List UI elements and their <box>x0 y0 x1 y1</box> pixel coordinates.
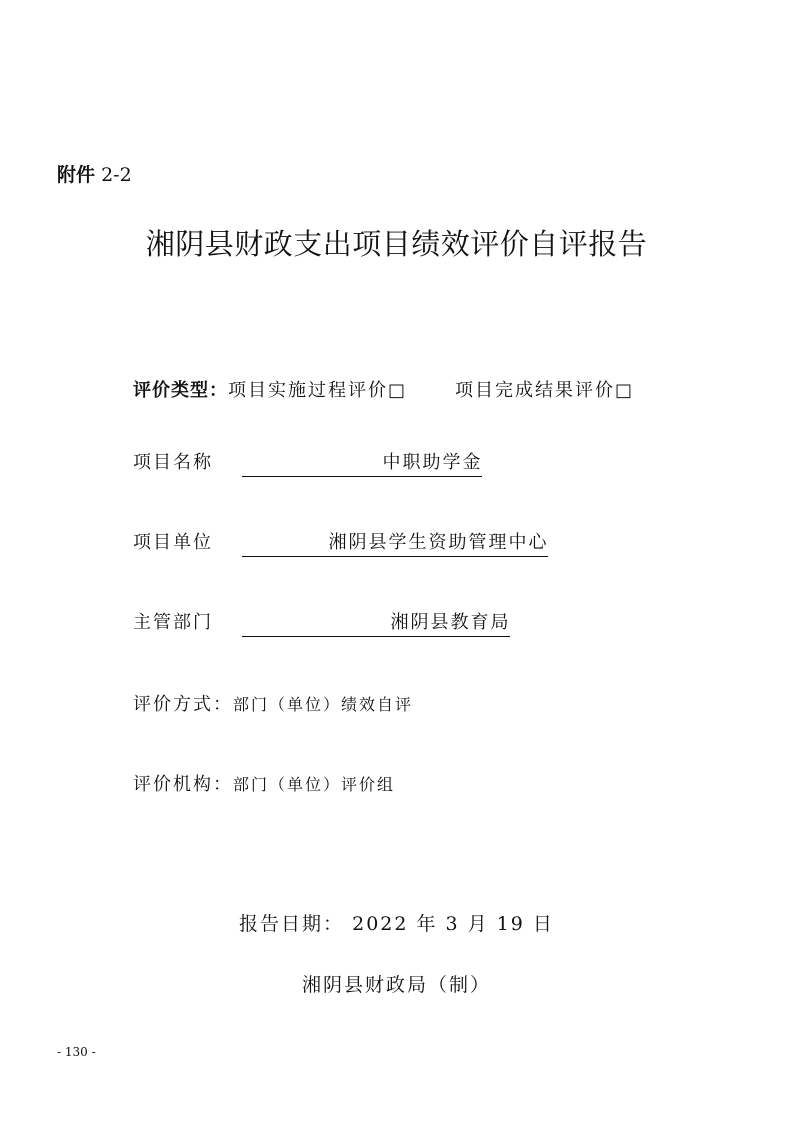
eval-type-label: 评价类型 <box>133 380 209 401</box>
eval-method-value: 部门（单位）绩效自评 <box>233 695 414 714</box>
supervisor-field <box>242 608 510 637</box>
project-name-value: 中职助学金 <box>382 452 483 473</box>
project-unit-field <box>242 528 548 557</box>
supervisor-label: 主管部门 <box>133 612 213 633</box>
eval-type-row <box>133 376 634 402</box>
attachment-label <box>57 160 132 187</box>
eval-org-label: 评价机构： <box>133 774 233 795</box>
eval-method-label: 评价方式： <box>133 694 233 715</box>
supervisor-row <box>133 608 510 637</box>
eval-method-row <box>133 690 413 716</box>
issuer-line: 湘阴县财政局（制） <box>301 974 491 996</box>
project-unit-row <box>133 528 548 557</box>
project-unit-value: 湘阴县学生资助管理中心 <box>328 532 549 553</box>
page-number: - 130 - <box>57 1045 96 1059</box>
eval-type-option-process[interactable]: 项目实施过程评价□ <box>228 380 408 401</box>
eval-type-option-result[interactable]: 项目完成结果评价□ <box>455 380 635 401</box>
eval-org-value: 部门（单位）评价组 <box>233 775 396 794</box>
eval-type-colon: ： <box>209 380 228 401</box>
report-date-label: 报告日期： <box>239 913 345 935</box>
eval-org-row <box>133 770 395 796</box>
project-name-row <box>133 448 482 477</box>
project-unit-label: 项目单位 <box>133 532 213 553</box>
document-title: 湘阴县财政支出项目绩效评价自评报告 <box>145 227 648 261</box>
report-date-row <box>0 909 793 936</box>
project-name-field <box>242 448 482 477</box>
attachment-number: 2-2 <box>101 164 132 186</box>
attachment-prefix: 附件 <box>57 164 96 186</box>
report-date-value: 2022 年 3 月 19 日 <box>352 913 554 935</box>
supervisor-value: 湘阴县教育局 <box>390 612 511 633</box>
project-name-label: 项目名称 <box>133 452 213 473</box>
